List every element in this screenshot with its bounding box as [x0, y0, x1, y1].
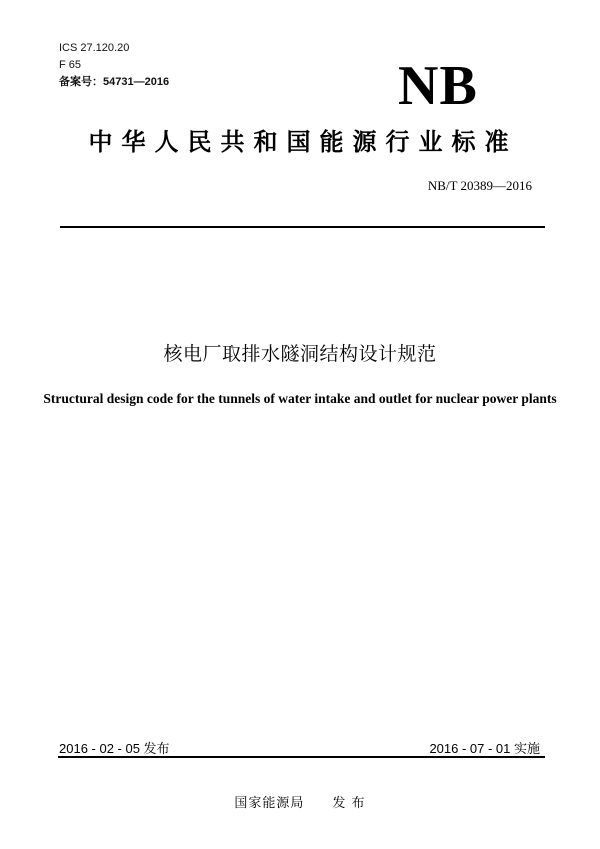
issuing-authority: 国家能源局 发 布	[234, 796, 366, 811]
footer-divider	[58, 756, 545, 758]
standard-number: NB/T 20389—2016	[427, 178, 532, 193]
implementation-date: 2016 - 07 - 01 实施	[429, 741, 540, 756]
ics-code: ICS 27.120.20	[59, 42, 130, 54]
registration-number: 备案号：54731—2016	[59, 76, 170, 88]
ccs-code: F 65	[59, 59, 82, 71]
issue-date: 2016 - 02 - 05 发布	[59, 741, 170, 756]
document-title-chinese: 核电厂取排水隧洞结构设计规范	[163, 343, 437, 365]
document-title-english: Structural design code for the tunnels of water intake and outlet for nuclear power plants	[43, 391, 557, 406]
nb-logo: NB	[398, 55, 478, 117]
header-divider	[60, 226, 545, 228]
standard-category-title: 中华人民共和国能源行业标准	[88, 128, 518, 156]
